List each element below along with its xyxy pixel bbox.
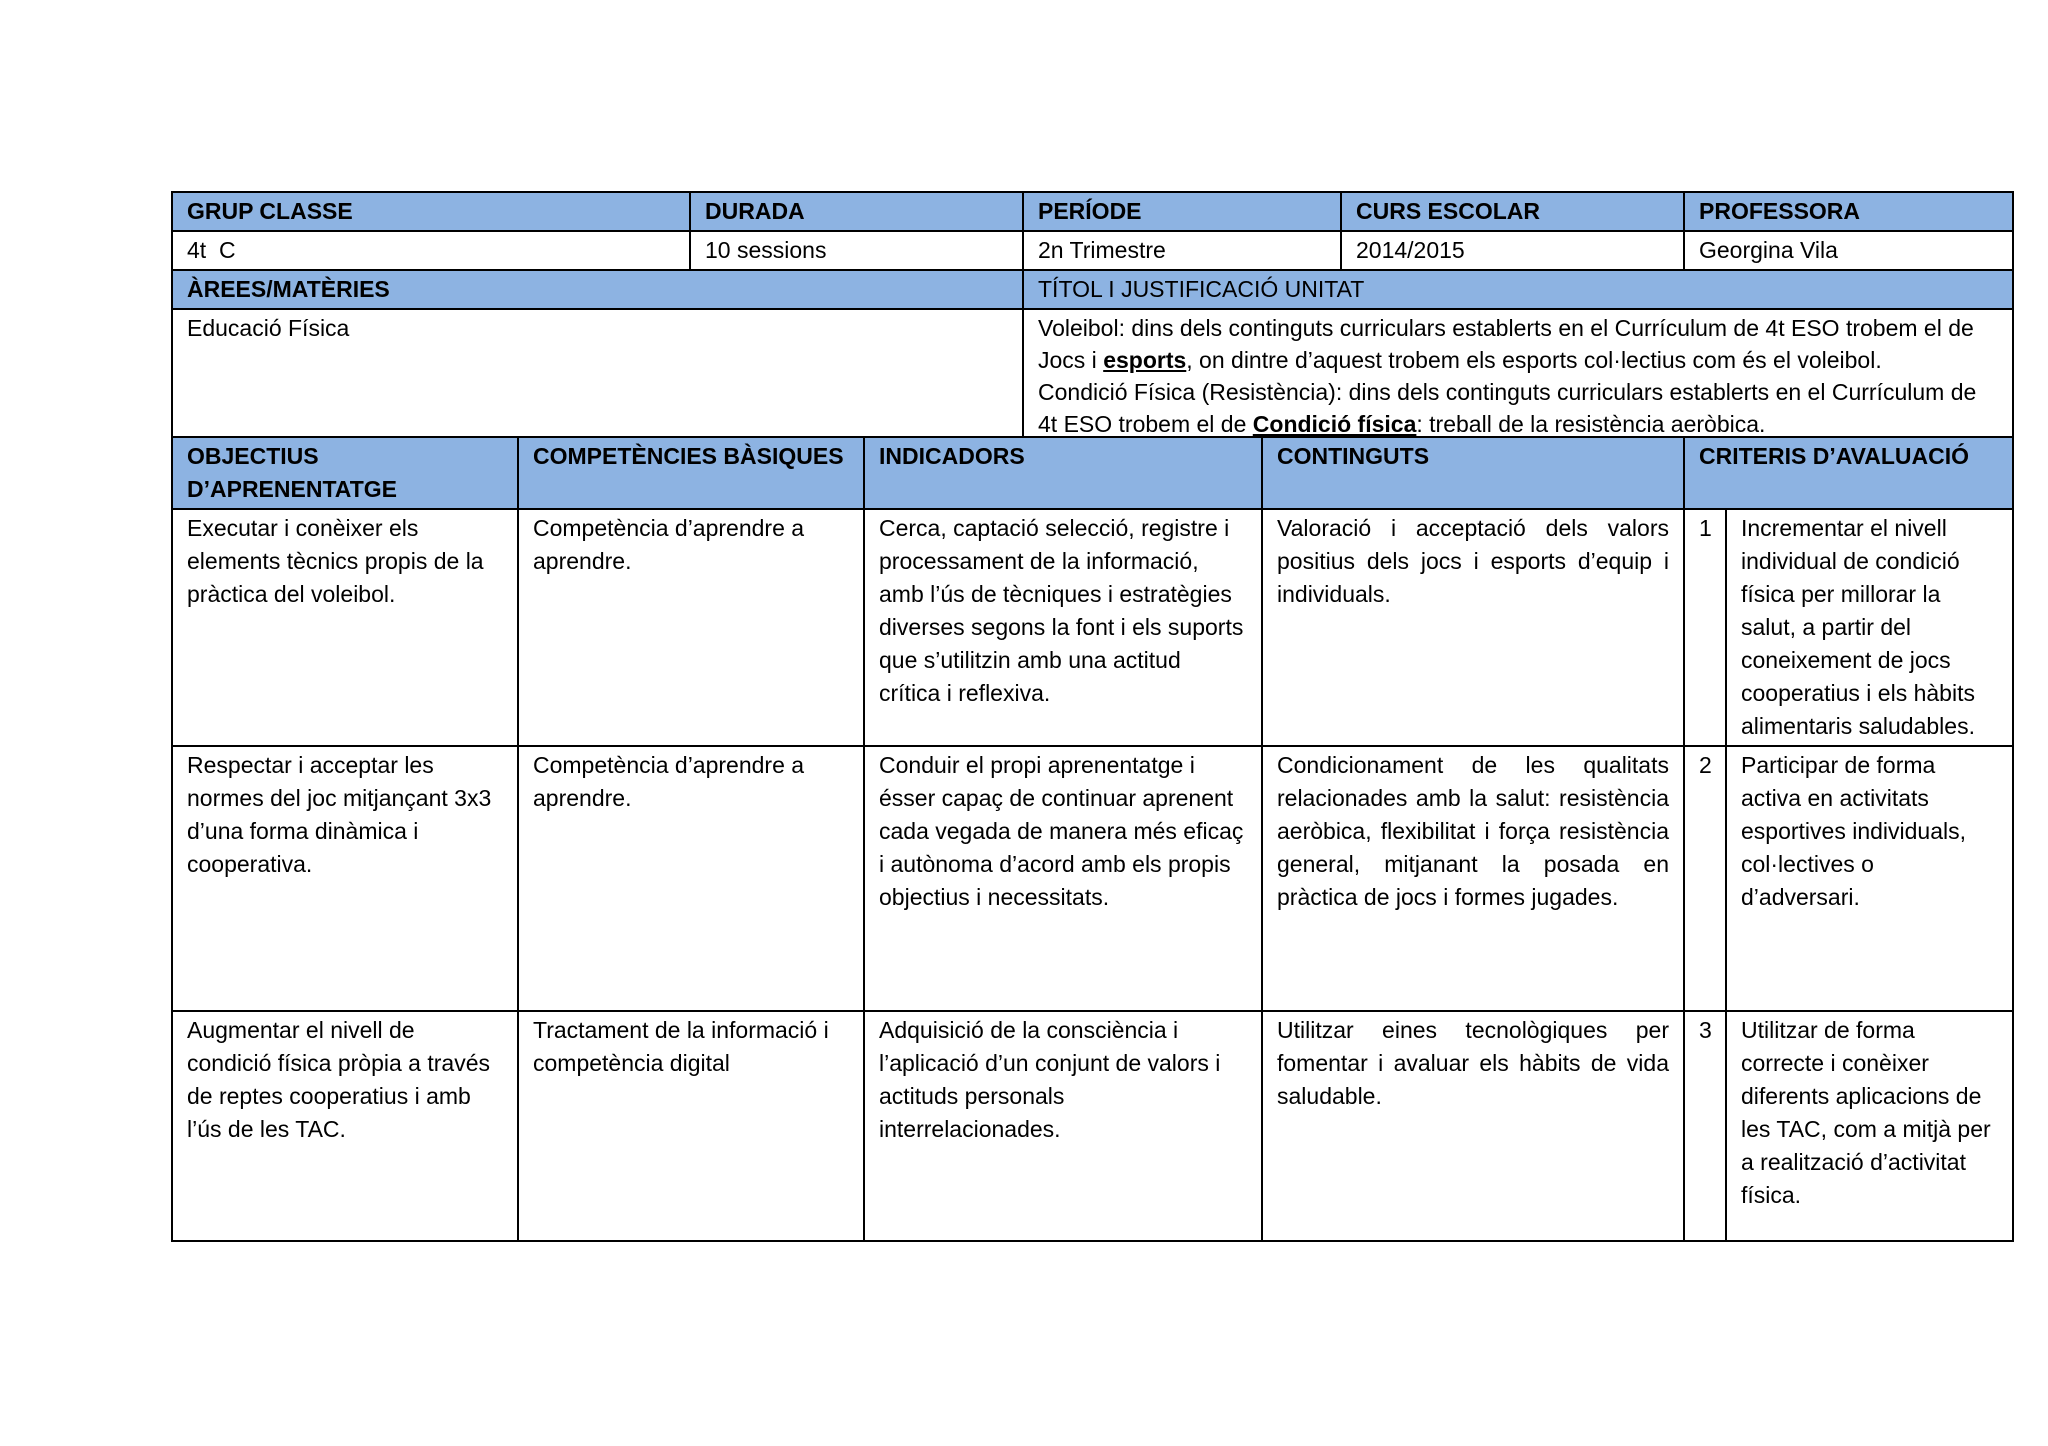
grup-classe-value: 4t C <box>172 231 690 270</box>
table-row <box>172 509 2013 746</box>
durada-value: 10 sessions <box>690 231 1023 270</box>
objective-cell: Executar i conèixer els elements tècnics propis de la pràctica del voleibol. <box>172 509 518 746</box>
criterion-cell: Incrementar el nivell individual de condició física per millorar la salut, a partir del coneixement de jocs cooperatius i els hàbits alimentaris saludables. <box>1726 509 2013 746</box>
content-cell: Valoració i acceptació dels valors positius dels jocs i esports d’equip i individuals. <box>1262 509 1684 746</box>
criterion-number: 3 <box>1684 1011 1726 1241</box>
competence-cell: Tractament de la informació i competència digital <box>518 1011 864 1241</box>
curs-escolar-label: CURS ESCOLAR <box>1341 192 1684 231</box>
periode-label: PERÍODE <box>1023 192 1341 231</box>
justification-physical-condition: Condició Física (Resistència): dins dels continguts curriculars establerts en el Currículum de 4t ESO trobem el de Condició física: treball de la resistència aeròbica. <box>1038 379 1977 437</box>
indicator-cell: Adquisició de la consciència i l’aplicació d’un conjunt de valors i actituds personals interrelacionades. <box>864 1011 1262 1241</box>
criterion-number: 1 <box>1684 509 1726 746</box>
periode-value: 2n Trimestre <box>1023 231 1341 270</box>
objective-cell: Augmentar el nivell de condició física pròpia a través de reptes cooperatius i amb l’ús de les TAC. <box>172 1011 518 1241</box>
condicio-fisica-keyword: Condició física <box>1252 411 1417 437</box>
content-cell: Condicionament de les qualitats relacionades amb la salut: resistència aeròbica, flexibilitat i força resistència general, mitjanant la posada en pràctica de jocs i formes jugades. <box>1262 746 1684 1011</box>
learning-plan-table <box>171 436 2014 1242</box>
curs-escolar-value: 2014/2015 <box>1341 231 1684 270</box>
professora-label: PROFESSORA <box>1684 192 2013 231</box>
title-justification-label: TÍTOL I JUSTIFICACIÓ UNITAT <box>1023 270 2013 309</box>
competence-cell: Competència d’aprendre a aprendre. <box>518 509 864 746</box>
justification-text <box>1023 309 2013 443</box>
grup-classe-label: GRUP CLASSE <box>172 192 690 231</box>
objective-cell: Respectar i acceptar les normes del joc mitjançant 3x3 d’una forma dinàmica i cooperativa. <box>172 746 518 1011</box>
unit-info-table <box>171 191 2014 444</box>
justification-volleyball: Voleibol: dins dels continguts curriculars establerts en el Currículum de 4t ESO trobem el de Jocs i esports, on dintre d’aquest trobem els esports col·lectius com és el voleibol. <box>1038 315 1974 373</box>
table-row <box>172 1011 2013 1241</box>
criterion-number: 2 <box>1684 746 1726 1011</box>
areas-value: Educació Física <box>172 309 1023 443</box>
content-cell: Utilitzar eines tecnològiques per fomentar i avaluar els hàbits de vida saludable. <box>1262 1011 1684 1241</box>
esports-keyword: esports <box>1103 347 1187 373</box>
indicator-cell: Cerca, captació selecció, registre i processament de la informació, amb l’ús de tècniques i estratègies diverses segons la font i els suports que s’utilitzin amb una actitud crítica i reflexiva. <box>864 509 1262 746</box>
competence-cell: Competència d’aprendre a aprendre. <box>518 746 864 1011</box>
professora-value: Georgina Vila <box>1684 231 2013 270</box>
column-header-indicators: INDICADORS <box>864 437 1262 509</box>
indicator-cell: Conduir el propi aprenentatge i ésser capaç de continuar aprenent cada vegada de manera més eficaç i autònoma d’acord amb els propis objectius i necessitats. <box>864 746 1262 1011</box>
table-row <box>172 746 2013 1011</box>
criterion-cell: Utilitzar de forma correcte i conèixer diferents aplicacions de les TAC, com a mitjà per a realització d’activitat física. <box>1726 1011 2013 1241</box>
durada-label: DURADA <box>690 192 1023 231</box>
column-header-objectives: OBJECTIUS D’APRENENTATGE <box>172 437 518 509</box>
column-header-competences: COMPETÈNCIES BÀSIQUES <box>518 437 864 509</box>
areas-label: ÀREES/MATÈRIES <box>172 270 1023 309</box>
column-header-contents: CONTINGUTS <box>1262 437 1684 509</box>
criterion-cell: Participar de forma activa en activitats esportives individuals, col·lectives o d’adversari. <box>1726 746 2013 1011</box>
column-header-criteria: CRITERIS D’AVALUACIÓ <box>1684 437 2013 509</box>
